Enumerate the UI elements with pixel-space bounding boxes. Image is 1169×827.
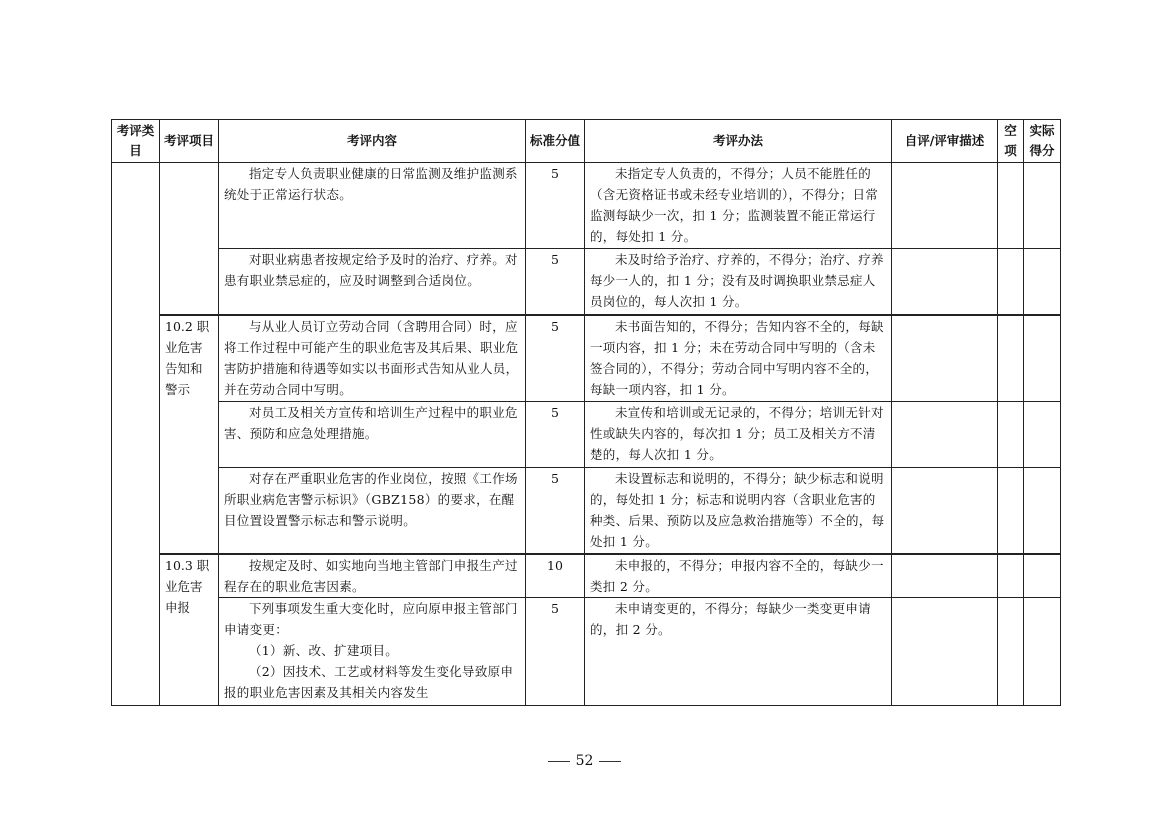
header-row (112, 120, 1061, 163)
actual-score-cell (1024, 249, 1061, 315)
score-cell: 5 (526, 163, 585, 249)
header-method: 考评办法 (585, 120, 892, 163)
content-cell: 对存在严重职业危害的作业岗位，按照《工作场所职业病危害警示标识》（GBZ158）的要求，在醒目位置设置警示标志和警示说明。 (219, 468, 526, 554)
header-item: 考评项目 (160, 120, 219, 163)
self-eval-cell (892, 249, 998, 315)
score-cell: 5 (526, 249, 585, 315)
content-cell: 对职业病患者按规定给予及时的治疗、疗养。对患有职业禁忌症的，应及时调整到合适岗位。 (219, 249, 526, 315)
blank-cell (998, 402, 1024, 468)
self-eval-cell (892, 468, 998, 554)
self-eval-cell (892, 554, 998, 598)
header-score: 标准分值 (526, 120, 585, 163)
content-cell: 指定专人负责职业健康的日常监测及维护监测系统处于正常运行状态。 (219, 163, 526, 249)
item-cell: 10.2 职业危害告知和警示 (160, 315, 219, 554)
score-cell: 5 (526, 315, 585, 402)
self-eval-cell (892, 315, 998, 402)
actual-score-cell (1024, 598, 1061, 706)
table-row (112, 598, 1061, 706)
method-cell: 未书面告知的，不得分；告知内容不全的，每缺一项内容，扣 1 分；未在劳动合同中写明的（含未签合同的），不得分；劳动合同中写明内容不全的，每缺一项内容，扣 1 分。 (585, 315, 892, 402)
item-cell (160, 163, 219, 315)
method-cell: 未申请变更的，不得分；每缺少一类变更申请的，扣 2 分。 (585, 598, 892, 706)
method-cell: 未及时给予治疗、疗养的，不得分；治疗、疗养每少一人的，扣 1 分；没有及时调换职业禁忌症人员岗位的，每人次扣 1 分。 (585, 249, 892, 315)
blank-cell (998, 554, 1024, 598)
actual-score-cell (1024, 163, 1061, 249)
blank-cell (998, 315, 1024, 402)
table-row (112, 402, 1061, 468)
right-dash (599, 761, 621, 762)
content-cell: 按规定及时、如实地向当地主管部门申报生产过程存在的职业危害因素。 (219, 554, 526, 598)
score-cell: 5 (526, 402, 585, 468)
content-cell: 与从业人员订立劳动合同（含聘用合同）时，应将工作过程中可能产生的职业危害及其后果、职业危害防护措施和待遇等如实以书面形式告知从业人员，并在劳动合同中写明。 (219, 315, 526, 402)
self-eval-cell (892, 598, 998, 706)
content-cell: 对员工及相关方宣传和培训生产过程中的职业危害、预防和应急处理措施。 (219, 402, 526, 468)
method-cell: 未指定专人负责的，不得分；人员不能胜任的（含无资格证书或未经专业培训的），不得分；日常监测每缺少一次，扣 1 分；监测装置不能正常运行的，每处扣 1 分。 (585, 163, 892, 249)
header-blank: 空项 (998, 120, 1024, 163)
table-row (112, 554, 1061, 598)
method-cell: 未宣传和培训或无记录的，不得分；培训无针对性或缺失内容的，每次扣 1 分；员工及相关方不清楚的，每人次扣 1 分。 (585, 402, 892, 468)
table-row (112, 468, 1061, 554)
self-eval-cell (892, 402, 998, 468)
header-content: 考评内容 (219, 120, 526, 163)
score-cell: 10 (526, 554, 585, 598)
table-row (112, 163, 1061, 249)
method-cell: 未申报的，不得分；申报内容不全的，每缺少一类扣 2 分。 (585, 554, 892, 598)
table-row (112, 249, 1061, 315)
header-actual: 实际得分 (1024, 120, 1061, 163)
blank-cell (998, 163, 1024, 249)
blank-cell (998, 249, 1024, 315)
table-row (112, 315, 1061, 402)
left-dash (548, 761, 570, 762)
content-text: 下列事项发生重大变化时，应向原申报主管部门申请变更： (224, 601, 518, 637)
content-cell (219, 598, 526, 706)
self-eval-cell (892, 163, 998, 249)
content-line: （1）新、改、扩建项目。 (249, 643, 399, 658)
method-cell: 未设置标志和说明的，不得分；缺少标志和说明的，每处扣 1 分；标志和说明内容（含职业危害的种类、后果、预防以及应急救治措施等）不全的，每处扣 1 分。 (585, 468, 892, 554)
actual-score-cell (1024, 402, 1061, 468)
item-cell: 10.3 职业危害申报 (160, 554, 219, 706)
actual-score-cell (1024, 315, 1061, 402)
blank-cell (998, 598, 1024, 706)
evaluation-table (111, 119, 1061, 706)
page-number (0, 753, 1169, 769)
category-cell (112, 163, 160, 706)
header-category: 考评类目 (112, 120, 160, 163)
score-cell: 5 (526, 598, 585, 706)
actual-score-cell (1024, 554, 1061, 598)
actual-score-cell (1024, 468, 1061, 554)
score-cell: 5 (526, 468, 585, 554)
header-self-eval: 自评/评审描述 (892, 120, 998, 163)
blank-cell (998, 468, 1024, 554)
content-line: （2）因技术、工艺或材料等发生变化导致原申报的职业危害因素及其相关内容发生 (224, 664, 514, 700)
page-number-text: 52 (575, 753, 594, 769)
